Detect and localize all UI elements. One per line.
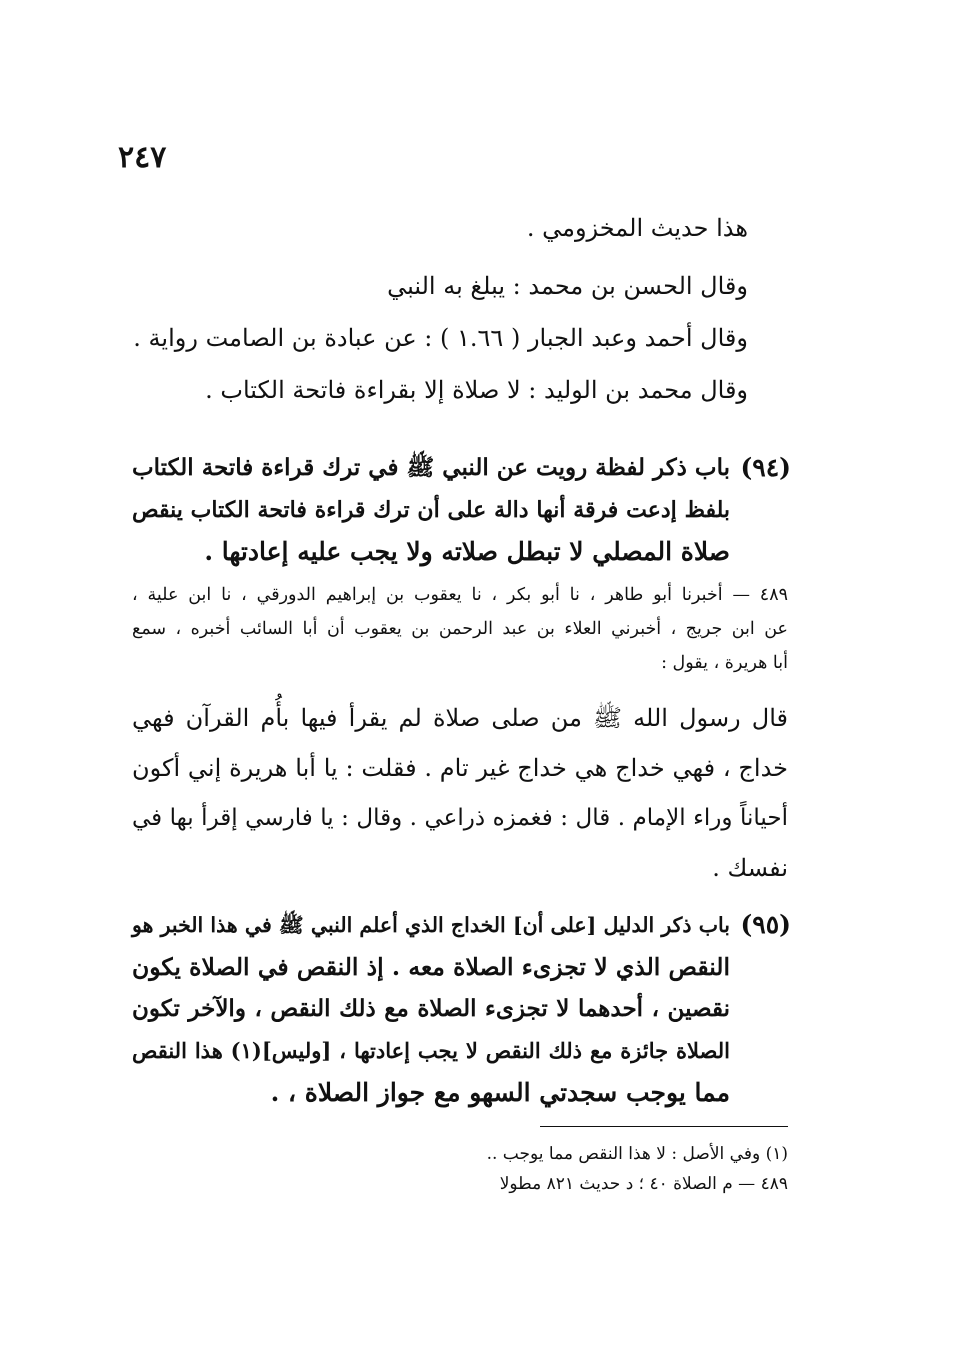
matn-line: خداج ، فهي خداج هي خداج غير تام . فقلت : يا أبا هريرة إني أكون [132,754,788,782]
intro-block [120,208,748,422]
isnad-line: ٤٨٩ — أخبرنا أبو طاهر ، نا أبو بكر ، نا يعقوب بن إبراهيم الدورقي ، نا ابن علية ، [132,585,788,605]
isnad-line: أبا هريرة ، يقول : [661,653,788,673]
matn-489 [132,698,788,898]
footnote-divider [540,1126,788,1127]
matn-line: أحياناً وراء الإمام . قال : فغمزه ذراعي . وقال : يا فارسي إقرأ بها في [132,805,788,831]
chapter-95-line: مما يوجب سجدتي السهو مع جواز الصلاة ، . [270,1078,730,1107]
chapter-94-number: (٩٤) [740,453,791,482]
chapter-95-heading [132,905,730,1115]
footnote: (١) وفي الأصل : لا هذا النقص مما يوجب .. [486,1144,788,1164]
chapter-95-line: النقص الذي لا تجزىء الصلاة معه . إذ النقص في الصلاة يكون [132,953,730,981]
chapter-95-line: باب ذكر الدليل [على أن] الخداج الذي أعلم النبي ﷺ في هذا الخبر هو [132,913,730,937]
footnote: ٤٨٩ — م الصلاة ٤٠ ؛ د حديث ٨٢١ مطولا [499,1174,788,1194]
isnad-line: عن ابن جريج ، أخبرني العلاء بن عبد الرحمن بن يعقوب أن أبا السائب أخبره ، سمع [132,619,788,639]
matn-line: قال رسول الله ﷺ من صلى صلاة لم يقرأ فيها بأُم القرآن فهي [132,704,788,732]
intro-line: وقال أحمد وعبد الجبار ( ١.٦٦ ) : عن عبادة بن الصامت رواية . [133,324,748,352]
chapter-94-heading [132,448,730,574]
chapter-95-line: الصلاة جائزة مع ذلك النقص لا يجب إعادتها ، [وليس](١) هذا النقص [132,1038,730,1063]
intro-line: وقال الحسن بن محمد : يبلغ به النبي [387,272,748,300]
chapter-94-line: صلاة المصلي لا تبطل صلاته ولا يجب عليه إعادتها . [204,537,730,566]
matn-line: نفسك . [712,854,788,882]
intro-line: هذا حديث المخزومي . [526,214,748,242]
chapter-95-number: (٩٥) [740,910,791,939]
isnad-489 [132,580,788,682]
chapter-94-line: بلفظ إدعت فرقة أنها دالة على أن ترك قراءة فاتحة الكتاب ينقص [132,497,730,523]
chapter-95-line: نقصين ، أحدهما لا تجزىء الصلاة مع ذلك النقص ، والآخر تكون [132,995,730,1022]
chapter-94-line: باب ذكر لفظة رويت عن النبي ﷺ في ترك قراءة فاتحة الكتاب [132,454,730,481]
page-number: ٢٤٧ [118,140,167,175]
intro-line: وقال محمد بن الوليد : لا صلاة إلا بقراءة فاتحة الكتاب . [205,376,748,404]
footnotes [300,1140,788,1200]
